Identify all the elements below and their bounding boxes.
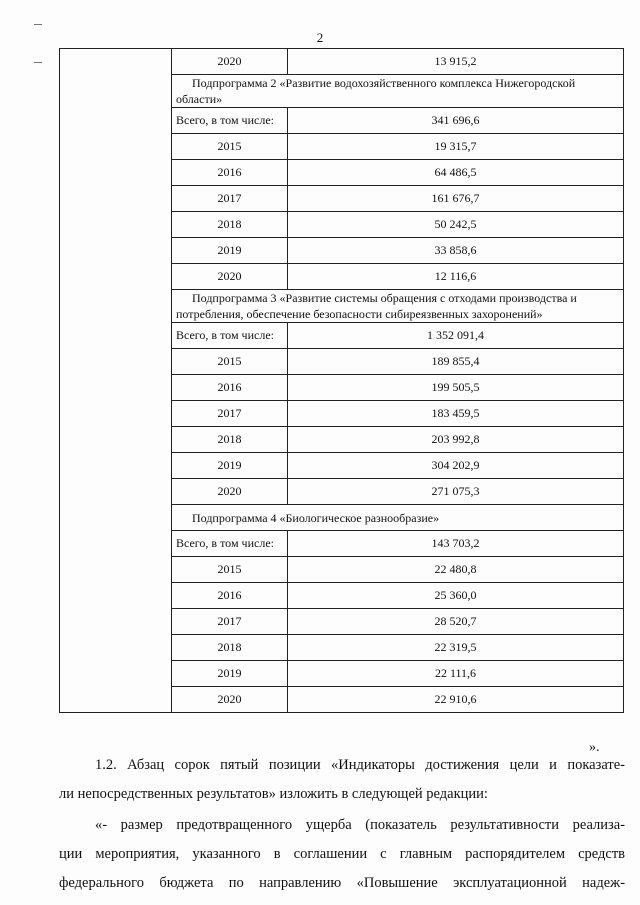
budget-table <box>59 48 624 713</box>
year-cell: 2019 <box>172 453 288 479</box>
paragraph-indicator <box>59 811 625 898</box>
amount-cell: 22 319,5 <box>288 635 624 661</box>
year-cell: 2016 <box>172 160 288 186</box>
page-number: 2 <box>316 30 324 45</box>
total-label: Всего, в том числе: <box>172 323 288 349</box>
amount-cell: 22 910,6 <box>288 687 624 713</box>
year-cell: 2017 <box>172 401 288 427</box>
text-line: «- размер предотвращенного ущерба (показатель результативности реализа- <box>95 817 625 833</box>
year-cell: 2020 <box>172 479 288 505</box>
year-cell: 2015 <box>172 349 288 375</box>
amount-cell: 19 315,7 <box>288 134 624 160</box>
amount-cell: 22 111,6 <box>288 661 624 687</box>
text-line: 1.2. Абзац сорок пятый позиции «Индикаторы достижения цели и показате- <box>95 757 625 773</box>
side-column-cell <box>60 49 172 713</box>
amount-cell: 28 520,7 <box>288 609 624 635</box>
amount-cell: 25 360,0 <box>288 583 624 609</box>
year-cell: 2016 <box>172 583 288 609</box>
amount-cell: 304 202,9 <box>288 453 624 479</box>
subprogram-title: Подпрограмма 4 «Биологическое разнообразие» <box>172 505 624 531</box>
amount-cell: 64 486,5 <box>288 160 624 186</box>
year-cell: 2018 <box>172 635 288 661</box>
year-cell: 2015 <box>172 557 288 583</box>
year-cell: 2015 <box>172 134 288 160</box>
amount-cell: 22 480,8 <box>288 557 624 583</box>
year-cell: 2018 <box>172 212 288 238</box>
total-amount: 1 352 091,4 <box>288 323 624 349</box>
margin-mark <box>34 24 42 25</box>
year-cell: 2016 <box>172 375 288 401</box>
year-cell: 2018 <box>172 427 288 453</box>
amount-cell: 183 459,5 <box>288 401 624 427</box>
amount-cell: 12 116,6 <box>288 264 624 290</box>
text-line: ли непосредственных результатов» изложить в следующей редакции: <box>59 786 488 802</box>
subprogram-title: Подпрограмма 2 «Развитие водохозяйственного комплекса Нижегородской области» <box>172 75 624 108</box>
amount-cell: 189 855,4 <box>288 349 624 375</box>
year-cell: 2019 <box>172 661 288 687</box>
amount-cell: 33 858,6 <box>288 238 624 264</box>
amount-cell: 13 915,2 <box>288 49 624 75</box>
amount-cell: 161 676,7 <box>288 186 624 212</box>
subprogram-title: Подпрограмма 3 «Развитие системы обращения с отходами производства и потребления, обеспечение безопасности сибиреязвенных захоронений» <box>172 290 624 323</box>
total-label: Всего, в том числе: <box>172 108 288 134</box>
year-cell: 2017 <box>172 186 288 212</box>
paragraph-1-2 <box>59 751 625 809</box>
text-line: федерального бюджета по направлению «Повышение эксплуатационной надеж- <box>59 875 625 891</box>
table-row <box>60 49 624 75</box>
amount-cell: 199 505,5 <box>288 375 624 401</box>
year-cell: 2017 <box>172 609 288 635</box>
closing-quote: ». <box>589 740 600 755</box>
year-cell: 2020 <box>172 687 288 713</box>
year-cell: 2020 <box>172 264 288 290</box>
total-label: Всего, в том числе: <box>172 531 288 557</box>
total-amount: 341 696,6 <box>288 108 624 134</box>
amount-cell: 50 242,5 <box>288 212 624 238</box>
text-line: ции мероприятия, указанного в соглашении с главным распорядителем средств <box>59 846 625 862</box>
year-cell: 2019 <box>172 238 288 264</box>
margin-mark <box>34 62 42 63</box>
amount-cell: 203 992,8 <box>288 427 624 453</box>
year-cell: 2020 <box>172 49 288 75</box>
total-amount: 143 703,2 <box>288 531 624 557</box>
amount-cell: 271 075,3 <box>288 479 624 505</box>
